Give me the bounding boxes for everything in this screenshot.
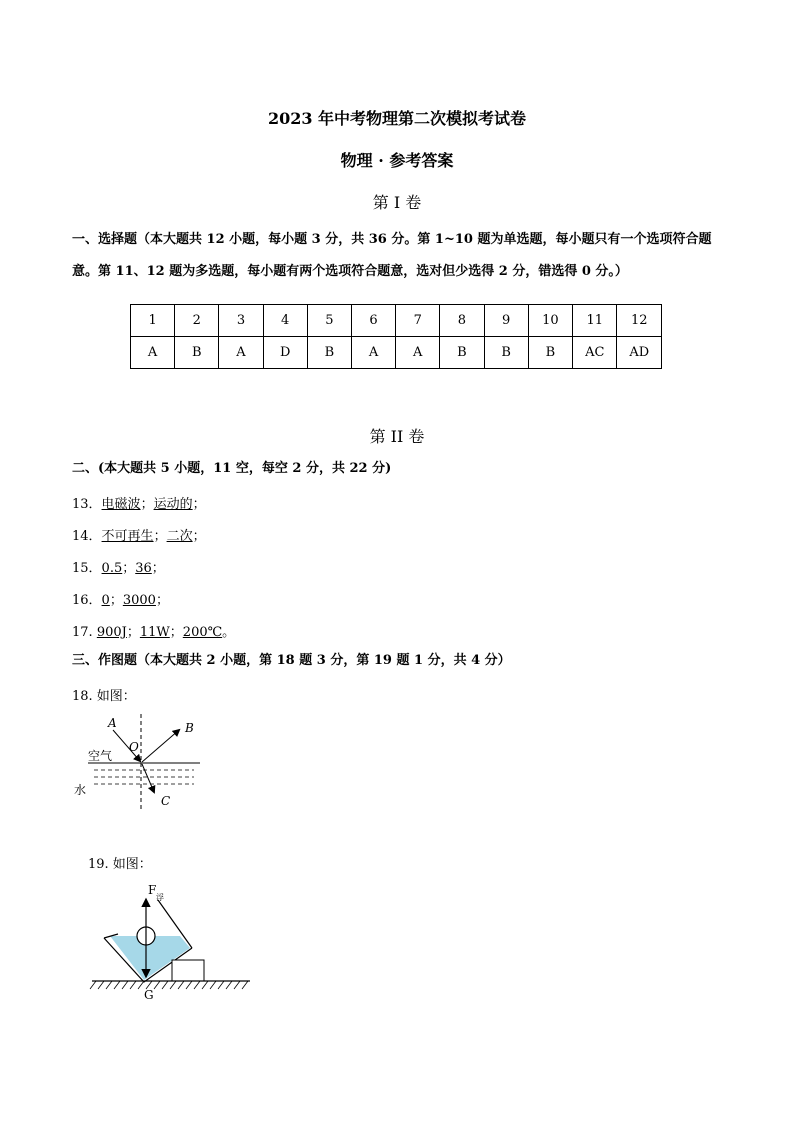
ground-hatching <box>90 981 248 989</box>
volume-one-heading: 第 I 卷 <box>372 193 422 212</box>
question-number: 13． <box>72 497 102 512</box>
table-cell: D <box>263 337 307 369</box>
answer-blank: 0 <box>101 593 110 608</box>
answer-blank: 0.5 <box>101 561 123 576</box>
table-cell: B <box>528 337 572 369</box>
table-cell: AC <box>573 337 617 369</box>
table-cell: B <box>440 337 484 369</box>
table-cell: 11 <box>573 305 617 337</box>
table-cell: A <box>351 337 395 369</box>
answer-blank: 3000 <box>122 593 156 608</box>
answer-15 <box>72 557 165 576</box>
terminator: ； <box>151 561 165 576</box>
table-cell: 9 <box>484 305 528 337</box>
table-cell: A <box>219 337 263 369</box>
water-label: 水 <box>74 783 87 797</box>
buoyancy-label: F <box>148 883 157 897</box>
terminator: ； <box>155 593 169 608</box>
table-cell: 7 <box>396 305 440 337</box>
page-title: 2023 年中考物理第二次模拟考试卷 <box>267 109 527 128</box>
separator: ； <box>140 497 154 512</box>
terminator: 。 <box>222 625 236 640</box>
table-cell: B <box>484 337 528 369</box>
table-cell: 3 <box>219 305 263 337</box>
table-row-numbers <box>131 305 662 337</box>
table-cell: 2 <box>175 305 219 337</box>
answer-blank: 900J <box>96 625 127 640</box>
answer-13 <box>72 493 206 512</box>
gravity-label: G <box>144 988 154 1002</box>
table-cell: 4 <box>263 305 307 337</box>
question-number: 17. <box>72 625 93 640</box>
answer-blank: 电磁波 <box>101 497 141 512</box>
table-cell: 5 <box>307 305 351 337</box>
question-19-label: 19. 如图： <box>88 857 152 872</box>
page-subtitle: 物理 · 参考答案 <box>340 151 454 170</box>
answer-blank: 二次 <box>166 529 193 544</box>
question-number: 15． <box>72 561 102 576</box>
point-a-label: A <box>108 716 117 730</box>
point-c-label: C <box>161 794 171 808</box>
table-cell: A <box>131 337 175 369</box>
answer-table <box>130 304 662 369</box>
section-three-heading: 三、作图题（本大题共 2 小题，第 18 题 3 分，第 19 题 1 分，共 4 分） <box>72 653 511 668</box>
table-cell: 1 <box>131 305 175 337</box>
answer-blank: 36 <box>135 561 152 576</box>
point-o-label: O <box>129 740 139 754</box>
answer-17 <box>72 621 235 640</box>
answer-blank: 不可再生 <box>101 529 154 544</box>
separator: ； <box>169 625 183 640</box>
separator: ； <box>153 529 167 544</box>
table-cell: 8 <box>440 305 484 337</box>
section-one-heading: 一、选择题（本大题共 12 小题，每小题 3 分，共 36 分。第 1~10 题为单选题，每小题只有一个选项符合题意。第 11、12 题为多选题，每小题有两个选项符合题意，选对但少选得 2 分，错选得 0 分。） <box>72 232 712 279</box>
support-block <box>172 960 204 981</box>
section-two-heading: 二、(本大题共 5 小题，11 空，每空 2 分，共 22 分) <box>72 461 392 476</box>
table-cell: AD <box>617 337 662 369</box>
refraction-diagram <box>70 708 220 818</box>
buoyancy-subscript: 浮 <box>156 893 164 902</box>
answer-blank: 200℃ <box>182 625 223 640</box>
table-cell: B <box>175 337 219 369</box>
answer-blank: 运动的 <box>153 497 193 512</box>
terminator: ； <box>192 497 206 512</box>
table-cell: 12 <box>617 305 662 337</box>
question-number: 14． <box>72 529 102 544</box>
separator: ； <box>122 561 136 576</box>
point-b-label: B <box>185 721 194 735</box>
table-cell: A <box>396 337 440 369</box>
buoyancy-diagram <box>88 878 258 1003</box>
answer-blank: 11W <box>139 625 170 640</box>
question-number: 16． <box>72 593 102 608</box>
answer-14 <box>72 525 206 544</box>
table-cell: 10 <box>528 305 572 337</box>
table-row-answers <box>131 337 662 369</box>
separator: ； <box>126 625 140 640</box>
terminator: ； <box>192 529 206 544</box>
volume-two-heading: 第 II 卷 <box>369 427 425 446</box>
refracted-ray <box>142 764 154 792</box>
air-label: 空气 <box>88 749 113 763</box>
answer-16 <box>72 589 169 608</box>
table-cell: B <box>307 337 351 369</box>
question-18-label: 18. 如图： <box>72 689 136 704</box>
table-cell: 6 <box>351 305 395 337</box>
separator: ； <box>109 593 123 608</box>
reflected-ray <box>142 730 179 762</box>
